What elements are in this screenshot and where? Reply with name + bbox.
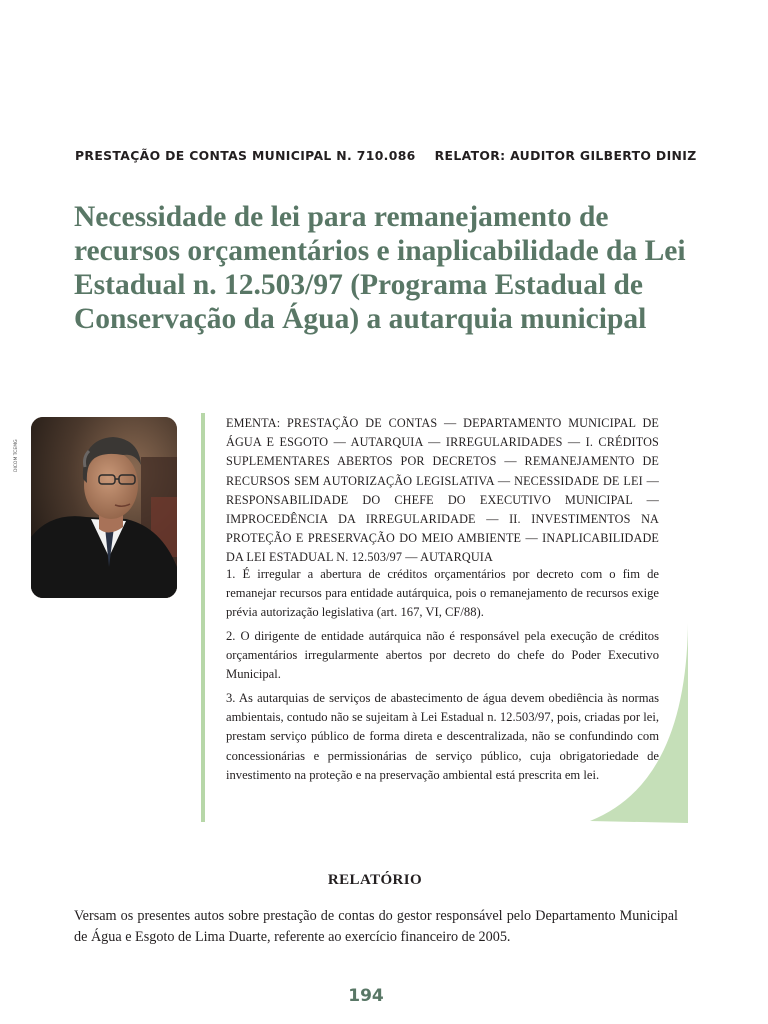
case-header: [75, 145, 695, 165]
rapporteur: RELATOR: AUDITOR GILBERTO DINIZ: [434, 147, 697, 163]
ementa: EMENTA: PRESTAÇÃO DE CONTAS — DEPARTAMENTO MUNICIPAL DE ÁGUA E ESGOTO — AUTARQUIA — IRREGULARIDADES — I. CRÉDITOS SUPLEMENTARES ABERTOS POR DECRETOS — REMANEJAMENTO DE RECURSOS SEM AUTORIZAÇÃO LEGISLATIVA — NECESSIDADE DE LEI — RESPONSABILIDADE DO CHEFE DO EXECUTIVO MUNICIPAL — IMPROCEDÊNCIA DA IRREGULARIDADE — II. INVESTIMENTOS NA PROTEÇÃO E PRESERVAÇÃO DO MEIO AMBIENTE — INAPLICABILIDADE DA LEI ESTADUAL N. 12.503/97 — AUTARQUIA: [226, 416, 659, 565]
body-paragraph: Versam os presentes autos sobre prestação de contas do gestor responsável pelo Departamento Municipal de Água e Esgoto de Lima Duarte, referente ao exercício financeiro de 2005.: [74, 908, 678, 945]
ementa-item-2: 2. O dirigente de entidade autárquica não é responsável pela execução de créditos orçamentários irregularmente abertos por decreto do chefe do Poder Executivo Municipal.: [226, 629, 659, 682]
article-title: Necessidade de lei para remanejamento de recursos orçamentários e inaplicabilidade da Lei Estadual n. 12.503/97 (Programa Estadual de Conservação da Água) a autarquia municipal: [74, 201, 686, 335]
portrait-illustration: [31, 417, 177, 598]
photo-credit: DICOM TCEMG: [14, 439, 19, 472]
rapporteur-photo: [31, 417, 177, 598]
section-title: RELATÓRIO: [327, 872, 423, 888]
ementa-item-3: 3. As autarquias de serviços de abastecimento de água devem obediência às normas ambientais, contudo não se sujeitam à Lei Estadual n. 12.503/97, pois, criadas por lei, prestam serviço público de forma direta e descentralizada, não se confundindo com concessionárias e permissionárias de serviço público, cuja obrigatoriedade de investimento na proteção e na preservação ambiental está prescrita em lei.: [226, 691, 659, 782]
page-number: 194: [348, 986, 384, 1006]
ementa-item-1: 1. É irregular a abertura de créditos orçamentários por decreto com o fim de remanejar recursos para entidade autárquica, pois o remanejamento de recursos exige prévia autorização legislativa (art. 167, VI, CF/88).: [226, 567, 659, 620]
case-number: PRESTAÇÃO DE CONTAS MUNICIPAL N. 710.086: [75, 147, 416, 163]
